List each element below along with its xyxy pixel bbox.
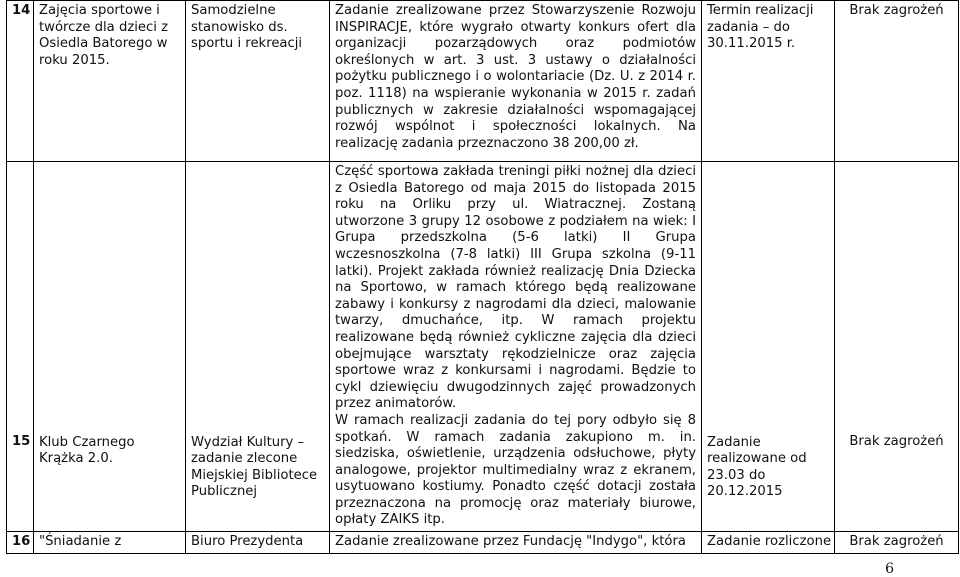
description-paragraph: W ramach realizacji zadania do tej pory odbyło się 8 spotkań. W ramach zadania zakupiono m. in. siedziska, oświetlenie, urządzenia odsłuchowe, płyty analogowe, projektor multimedialny wraz z ekranem, usytuowano kostiumy. Ponadto część dotacji została przeznaczona na promocję oraz materiały biurowe, opłaty ZAIKS itp.: [335, 412, 696, 528]
table-row: [7, 1, 959, 162]
responsible-unit: Samodzielne stanowisko ds. sportu i rekreacji: [186, 1, 330, 162]
tasks-table: [6, 0, 959, 554]
task-description: [330, 1, 702, 162]
risk-status: Brak zagrożeń: [835, 1, 959, 162]
task-description: [330, 532, 702, 554]
description-paragraph: Część sportowa zakłada treningi piłki nożnej dla dzieci z Osiedla Batorego od maja 2015 do listopada 2015 roku na Orliku przy ul. Wiatracznej. Zostaną utworzone 3 grupy 12 osobowe z podziałem na wiek: I Grupa przedszkolna (5-6 latki) II Grupa wczesnoszkolna (7-8 latki) III Grupa szkolna (9-11 latki). Projekt zakłada również realizację Dnia Dziecka na Sportowo, w ramach którego będą realizowane zabawy i konkursy z nagrodami dla dzieci, malowanie twarzy, dmuchańce, itp. W ramach projektu realizowane będą również cykliczne zajęcia dla dzieci obejmujące warsztaty rękodzielnicze oraz zajęcia sportowe wraz z konkursami i nagrodami. Będzie to cykl dziewięciu dwugodzinnych zajęć prowadzonych przez animatorów.: [335, 164, 696, 412]
task-name: "Śniadanie z: [34, 532, 186, 554]
task-name: Klub Czarnego Krążka 2.0.: [34, 162, 186, 532]
row-number: 15: [7, 162, 34, 532]
table-row: [7, 162, 959, 532]
responsible-unit: Biuro Prezydenta: [186, 532, 330, 554]
row-number: 16: [7, 532, 34, 554]
realization-term: Zadanie realizowane od 23.03 do 20.12.2015: [702, 162, 835, 532]
table-row: [7, 532, 959, 554]
task-name: Zajęcia sportowe i twórcze dla dzieci z Osiedla Batorego w roku 2015.: [34, 1, 186, 162]
page-number: 6: [885, 561, 894, 577]
row-number: 14: [7, 1, 34, 162]
realization-term: Zadanie rozliczone: [702, 532, 835, 554]
description-paragraph: Zadanie zrealizowane przez Fundację "Indygo", która: [335, 534, 686, 550]
task-description: [330, 162, 702, 532]
realization-term: Termin realizacji zadania – do 30.11.2015 r.: [702, 1, 835, 162]
responsible-unit: Wydział Kultury – zadanie zlecone Miejskiej Bibliotece Publicznej: [186, 162, 330, 532]
risk-status: Brak zagrożeń: [835, 532, 959, 554]
risk-status: Brak zagrożeń: [835, 162, 959, 532]
description-paragraph: Zadanie zrealizowane przez Stowarzyszenie Rozwoju INSPIRACJE, które wygrało otwarty konkurs ofert dla organizacji pozarządowych oraz podmiotów określonych w art. 3 ust. 3 ustawy o działalności pożytku publicznego i o wolontariacie (Dz. U. z 2014 r. poz. 1118) na wspieranie wykonania w 2015 r. zadań publicznych w zakresie działalności wspomagającej rozwój wspólnot i społeczności lokalnych. Na realizację zadania przeznaczono 38 200,00 zł.: [335, 3, 696, 151]
